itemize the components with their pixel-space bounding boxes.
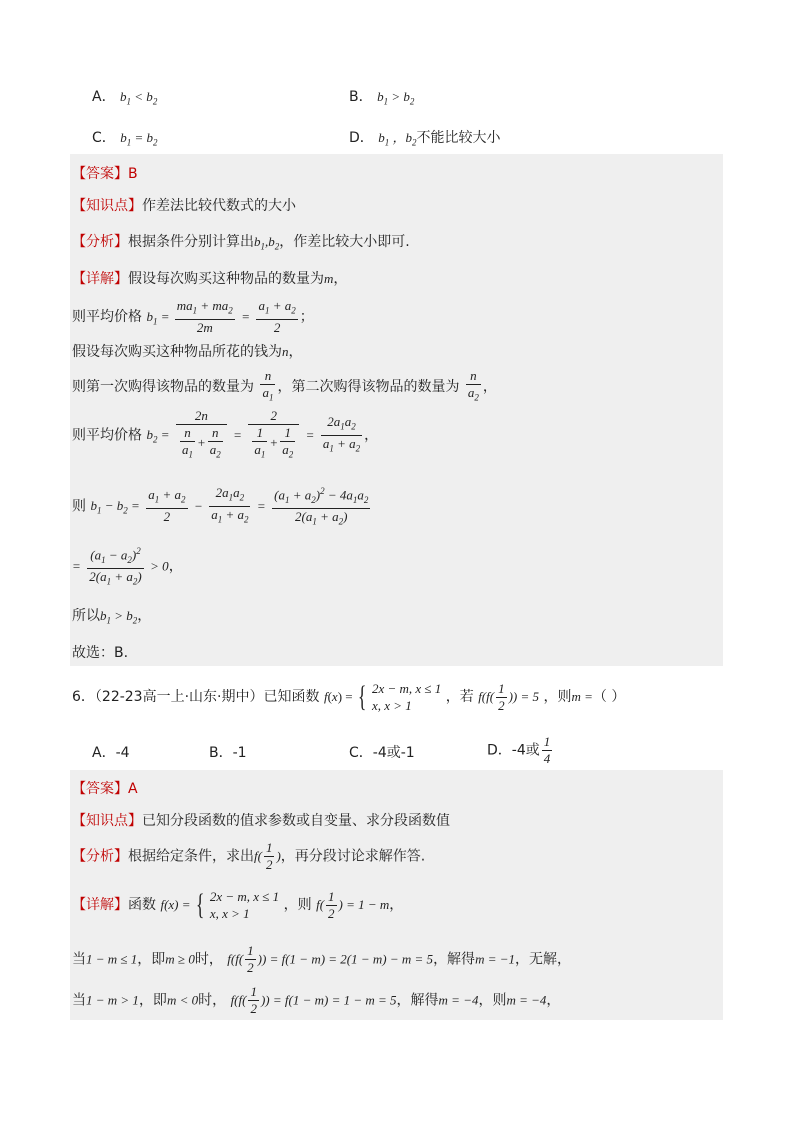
q6-detail: 【详解】函数 f(x) = { 2x − m, x ≤ 1 x, x > 1 ，则 f( $\frac{1}{2}$ ) = 1 − m， — [72, 888, 404, 921]
q5-knowledge: 【知识点】作差法比较代数式的大小 — [72, 198, 296, 214]
q6-analysis: 【分析】根据给定条件，求出f( $\frac{1}{2}$ )，再分段讨论求解作答. — [72, 840, 426, 872]
q6-option-d: D．-4或 $\frac{1}{4}$ — [487, 734, 551, 766]
q5-detail: 【详解】假设每次购买这种物品的数量为m， — [72, 271, 348, 287]
q5-conclusion: 所以$b_1 > b_2$， — [72, 608, 152, 626]
q6-option-c: C．-4或-1 — [349, 745, 415, 761]
q6-option-a: A．-4 — [92, 745, 130, 761]
option-c: C． $b_1 = b_2$ — [92, 130, 158, 148]
option-a: A． $b_1 < b_2$ — [92, 89, 158, 107]
q5-choice: 故选：B. — [72, 645, 129, 661]
q5-difference-result: = $\frac{(a_1 - a_2)^2}{2(a_1 + a_2)}$ > 0， — [72, 543, 183, 590]
q6-case-1: 当1 − m ≤ 1，即m ≥ 0时， f(f( $\frac{1}{2}$ )) = f(1 − m) = 2(1 − m) − m = 5，解得m = −1，无解， — [72, 943, 571, 975]
q5-money: 假设每次购买这种物品所花的钱为n， — [72, 344, 303, 360]
option-b: B． $b_1 > b_2$ — [349, 89, 415, 107]
q6-option-b: B．-1 — [209, 745, 247, 761]
q6-answer: 【答案】A — [72, 781, 138, 797]
q5-answer: 【答案】B — [72, 166, 138, 182]
q6-case-2: 当1 − m > 1，即m < 0时， f(f( $\frac{1}{2}$ )) = f(1 − m) = 1 − m = 5，解得m = −4，则m = −4， — [72, 984, 561, 1016]
q6-stem: 6．（22-23高一上·山东·期中）已知函数 f(x) = { 2x − m, x ≤ 1 x, x > 1 ，若 f(f( $\frac{1}{2}$ )) = 5 ，则m =（ ） — [72, 680, 626, 713]
q5-difference: 则 $b_1 - b_2$ = $\frac{a_1 + a_2}{2}$ − $\frac{2a_1a_2}{a_1 + a_2}$ = $\frac{(a_1 + a_2)^2 - 4a_1a_2}{2(a_1 + a_2)}$ — [72, 483, 372, 530]
q5-avg-price-1: 则平均价格 $b_1$ = $\frac{ma_1 + ma_2}{2m}$ = $\frac{a_1 + a_2}{2}$ ； — [72, 298, 314, 335]
q5-avg-price-2: 则平均价格 $b_2$ = 2n $\frac{n}{a_1}$ + $\frac{n}{a_2}$ = 2 $\frac{1}{a_1}$ + $\frac{1}{a_2}$ = $\frac{2a_1a_2}{a_1 + a_2}$ ， — [72, 408, 378, 463]
q6-knowledge: 【知识点】已知分段函数的值求参数或自变量、求分段函数值 — [72, 813, 450, 829]
option-d: D． $b_1$ ，$b_2$不能比较大小 — [349, 130, 501, 148]
q5-quantities: 则第一次购得该物品的数量为 $\frac{n}{a_1}$ ，第二次购得该物品的数量为 $\frac{n}{a_2}$ ， — [72, 368, 497, 406]
q5-analysis: 【分析】根据条件分别计算出$b_1,b_2$，作差比较大小即可. — [72, 234, 410, 252]
